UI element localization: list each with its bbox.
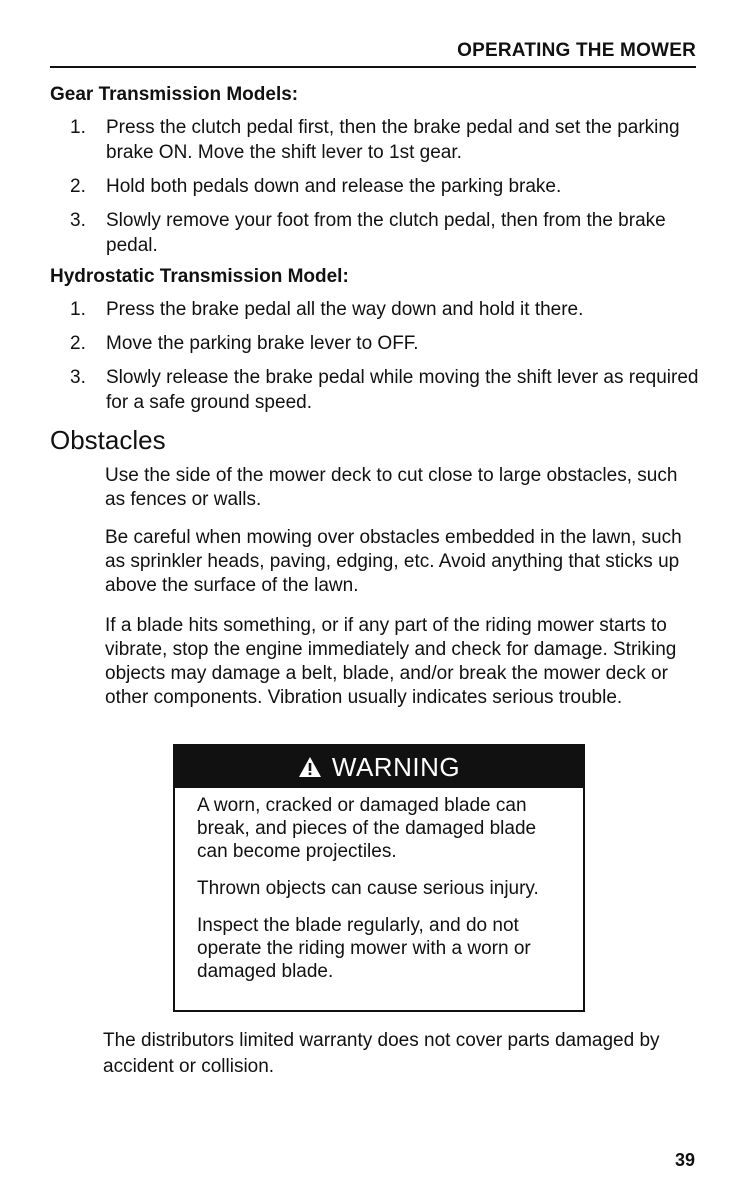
step-text: Slowly remove your foot from the clutch pedal, then from the brake pedal.: [106, 210, 666, 256]
page-number: 39: [674, 1150, 695, 1170]
obstacles-paragraph: Be careful when mowing over obstacles embedded in the lawn, such as sprinkler heads, paving, edging, etc. Avoid anything that sticks up above the surface of the lawn.: [105, 527, 682, 596]
gear-heading: Gear Transmission Models:: [50, 84, 299, 105]
warning-body: [175, 788, 583, 983]
step-number: 2.: [70, 333, 86, 354]
list-item: [70, 365, 700, 415]
step-number: 1.: [70, 299, 86, 320]
step-text: Hold both pedals down and release the parking brake.: [106, 176, 562, 197]
list-item: [70, 297, 700, 322]
hydro-steps: [70, 297, 700, 424]
step-text: Press the brake pedal all the way down and hold it there.: [106, 299, 584, 320]
step-text: Move the parking brake lever to OFF.: [106, 333, 419, 354]
step-number: 3.: [70, 367, 86, 388]
warning-triangle-icon: [298, 756, 322, 778]
list-item: [70, 174, 700, 199]
list-item: [70, 331, 700, 356]
step-text: Slowly release the brake pedal while moving the shift lever as required for a safe ground speed.: [106, 367, 699, 413]
step-number: 2.: [70, 176, 86, 197]
list-item: [70, 115, 700, 165]
step-number: 1.: [70, 117, 86, 138]
page-header: [50, 38, 696, 68]
warning-paragraph: Thrown objects can cause serious injury.: [197, 878, 539, 899]
obstacles-paragraph: Use the side of the mower deck to cut close to large obstacles, such as fences or walls.: [105, 465, 678, 510]
warning-header: [175, 746, 583, 788]
warning-box: [173, 744, 585, 1012]
warning-paragraph: A worn, cracked or damaged blade can break, and pieces of the damaged blade can become projectiles.: [197, 795, 537, 862]
warning-paragraph: Inspect the blade regularly, and do not operate the riding mower with a worn or damaged blade.: [197, 915, 531, 982]
step-text: Press the clutch pedal first, then the brake pedal and set the parking brake ON. Move the shift lever to 1st gear.: [106, 117, 680, 163]
section-title: Obstacles: [50, 425, 166, 455]
obstacles-paragraph: If a blade hits something, or if any part of the riding mower starts to vibrate, stop the engine immediately and check for damage. Striking objects may damage a belt, blade, and/or break the mower deck or other components. Vibration usually indicates serious trouble.: [105, 615, 677, 708]
header-title: OPERATING THE MOWER: [457, 40, 696, 61]
gear-steps: [70, 115, 700, 267]
hydro-heading: Hydrostatic Transmission Model:: [50, 266, 349, 287]
warning-label: WARNING: [331, 751, 461, 782]
warranty-note: The distributors limited warranty does not cover parts damaged by accident or collision.: [103, 1030, 660, 1077]
list-item: [70, 208, 700, 258]
step-number: 3.: [70, 210, 86, 231]
